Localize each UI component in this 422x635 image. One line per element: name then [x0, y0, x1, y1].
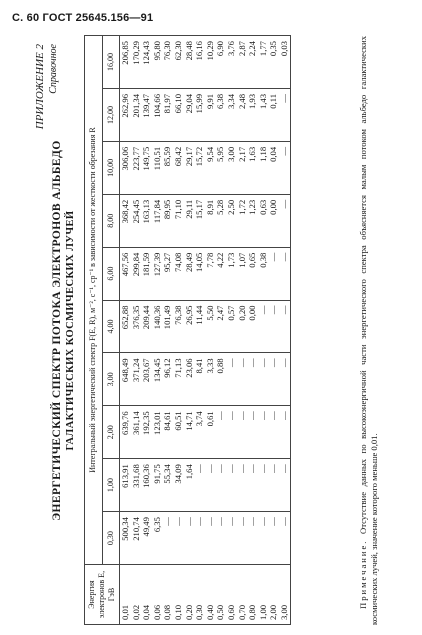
flux-value-cell: 29,17	[184, 141, 195, 194]
flux-value-cell: 15,17	[194, 194, 205, 247]
flux-value-cell: 3,76	[226, 36, 237, 89]
flux-value-cell: —	[215, 406, 226, 459]
flux-value-cell: 639,76	[120, 406, 131, 459]
flux-value-cell: 84,61	[162, 406, 173, 459]
flux-value-cell: 71,10	[173, 194, 184, 247]
flux-value-cell: 1,18	[258, 141, 269, 194]
flux-value-cell: 613,91	[120, 459, 131, 512]
flux-value-cell: 2,17	[237, 141, 248, 194]
flux-value-cell: —	[279, 88, 290, 141]
flux-value-cell: 8,91	[205, 194, 216, 247]
flux-value-cell: 5,28	[215, 194, 226, 247]
flux-value-cell: 371,24	[131, 353, 142, 406]
flux-value-cell: —	[268, 406, 279, 459]
flux-value-cell: —	[268, 300, 279, 353]
flux-value-cell: 74,08	[173, 247, 184, 300]
flux-value-cell: —	[279, 512, 290, 565]
flux-value-cell: 181,59	[141, 247, 152, 300]
flux-value-cell: 0,20	[237, 300, 248, 353]
flux-value-cell: 28,49	[184, 247, 195, 300]
footnote-lead: Примечание.	[358, 539, 368, 609]
flux-value-cell: 1,73	[226, 247, 237, 300]
flux-value-cell: 76,38	[173, 300, 184, 353]
table-row	[120, 36, 131, 625]
flux-value-cell: 124,43	[141, 36, 152, 89]
flux-value-cell: —	[268, 459, 279, 512]
flux-value-cell: —	[194, 459, 205, 512]
energy-cell: 0,04	[141, 565, 152, 625]
rigidity-header-cell: 4,00	[102, 300, 120, 353]
table-row	[279, 36, 290, 625]
flux-value-cell: 7,78	[205, 247, 216, 300]
title-line-1: ЭНЕРГЕТИЧЕСКИЙ СПЕКТР ПОТОКА ЭЛЕКТРОНОВ АЛЬБЕДО	[51, 140, 63, 521]
table-row	[258, 36, 269, 625]
flux-value-cell: —	[226, 406, 237, 459]
table-row	[131, 36, 142, 625]
table-row	[141, 36, 152, 625]
flux-value-cell: 1,63	[247, 141, 258, 194]
flux-value-cell: 0,35	[268, 36, 279, 89]
flux-value-cell: 163,13	[141, 194, 152, 247]
flux-value-cell: 0,61	[205, 406, 216, 459]
flux-value-cell: 71,13	[173, 353, 184, 406]
rigidity-header-cell: 16,00	[102, 36, 120, 89]
energy-cell: 0,80	[247, 565, 258, 625]
flux-value-cell: —	[247, 353, 258, 406]
table-row	[268, 36, 279, 625]
flux-value-cell: —	[237, 353, 248, 406]
rigidity-header-row	[102, 36, 120, 625]
flux-value-cell: 29,04	[184, 88, 195, 141]
flux-value-cell: 29,11	[184, 194, 195, 247]
flux-value-cell: —	[237, 406, 248, 459]
flux-value-cell: 652,88	[120, 300, 131, 353]
energy-cell: 3,00	[279, 565, 290, 625]
flux-value-cell: 0,03	[279, 36, 290, 89]
energy-cell: 0,50	[215, 565, 226, 625]
flux-value-cell: 85,59	[162, 141, 173, 194]
flux-value-cell: 81,97	[162, 88, 173, 141]
flux-value-cell: 2,47	[215, 300, 226, 353]
flux-value-cell: 68,42	[173, 141, 184, 194]
flux-value-cell: —	[237, 512, 248, 565]
flux-value-cell: 95,80	[152, 36, 163, 89]
energy-column-header: Энергия электронов E, ГэВ	[85, 565, 120, 625]
flux-value-cell: 34,09	[173, 459, 184, 512]
energy-cell: 0,30	[194, 565, 205, 625]
flux-value-cell: 203,67	[141, 353, 152, 406]
flux-value-cell: 0,11	[268, 88, 279, 141]
flux-value-cell: 60,51	[173, 406, 184, 459]
flux-value-cell: 6,38	[215, 88, 226, 141]
flux-value-cell: 15,72	[194, 141, 205, 194]
flux-value-cell: 1,77	[258, 36, 269, 89]
energy-cell: 0,40	[205, 565, 216, 625]
flux-value-cell: —	[268, 512, 279, 565]
table-row	[205, 36, 216, 625]
flux-value-cell: 23,06	[184, 353, 195, 406]
table-row	[215, 36, 226, 625]
flux-value-cell: 2,24	[247, 36, 258, 89]
flux-value-cell: —	[194, 512, 205, 565]
rigidity-header-cell: 3,00	[102, 353, 120, 406]
flux-value-cell: —	[268, 247, 279, 300]
flux-value-cell: 2,87	[237, 36, 248, 89]
flux-value-cell: 3,00	[226, 141, 237, 194]
energy-cell: 0,20	[184, 565, 195, 625]
flux-value-cell: 127,39	[152, 247, 163, 300]
energy-cell: 0,70	[237, 565, 248, 625]
flux-column-header: Интегральный энергетический спектр F(E, R), м⁻², с⁻¹, ср⁻¹ в зависимости от жесткости обрезания R	[85, 36, 103, 565]
flux-value-cell: 149,75	[141, 141, 152, 194]
flux-value-cell: 1,64	[184, 459, 195, 512]
table-row	[173, 36, 184, 625]
flux-value-cell: —	[279, 406, 290, 459]
flux-value-cell: —	[268, 353, 279, 406]
flux-value-cell: 16,16	[194, 36, 205, 89]
flux-value-cell: 2,48	[237, 88, 248, 141]
flux-value-cell: 0,04	[268, 141, 279, 194]
flux-value-cell: —	[247, 459, 258, 512]
page-header: С. 60 ГОСТ 25645.156—91	[12, 12, 154, 24]
flux-value-cell: 160,36	[141, 459, 152, 512]
flux-value-cell: —	[205, 459, 216, 512]
flux-value-cell: 89,95	[162, 194, 173, 247]
flux-value-cell: 134,45	[152, 353, 163, 406]
flux-value-cell: 9,91	[205, 88, 216, 141]
flux-value-cell: 117,84	[152, 194, 163, 247]
flux-value-cell: —	[205, 512, 216, 565]
document-title	[50, 36, 78, 625]
flux-value-cell: 262,96	[120, 88, 131, 141]
flux-value-cell: 76,30	[162, 36, 173, 89]
flux-value-cell: 0,88	[215, 353, 226, 406]
energy-cell: 0,01	[120, 565, 131, 625]
flux-value-cell: 6,35	[152, 512, 163, 565]
flux-value-cell: 14,71	[184, 406, 195, 459]
flux-value-cell: —	[279, 141, 290, 194]
table-row	[247, 36, 258, 625]
flux-value-cell: —	[258, 459, 269, 512]
energy-cell: 0,08	[162, 565, 173, 625]
flux-value-cell: —	[258, 406, 269, 459]
spectrum-table	[84, 35, 291, 625]
rigidity-header-cell: 2,00	[102, 406, 120, 459]
flux-value-cell: 1,93	[247, 88, 258, 141]
flux-value-cell: 0,57	[226, 300, 237, 353]
flux-value-cell: 299,84	[131, 247, 142, 300]
flux-value-cell: 139,47	[141, 88, 152, 141]
flux-value-cell: —	[226, 353, 237, 406]
flux-value-cell: 62,30	[173, 36, 184, 89]
appendix-title: ПРИЛОЖЕНИЕ 2	[34, 44, 46, 130]
flux-value-cell: 500,34	[120, 512, 131, 565]
flux-value-cell: 170,29	[131, 36, 142, 89]
flux-value-cell: 5,95	[215, 141, 226, 194]
title-line-2: ГАЛАКТИЧЕСКИХ КОСМИЧЕСКИХ ЛУЧЕЙ	[65, 210, 76, 451]
flux-value-cell: —	[258, 353, 269, 406]
flux-value-cell: —	[226, 512, 237, 565]
flux-value-cell: 3,33	[205, 353, 216, 406]
table-row	[226, 36, 237, 625]
flux-value-cell: —	[279, 459, 290, 512]
flux-value-cell: 9,54	[205, 141, 216, 194]
flux-value-cell: 55,34	[162, 459, 173, 512]
rigidity-header-cell: 10,00	[102, 141, 120, 194]
flux-value-cell: 10,29	[205, 36, 216, 89]
flux-value-cell: 4,22	[215, 247, 226, 300]
flux-value-cell: 209,44	[141, 300, 152, 353]
energy-cell: 0,10	[173, 565, 184, 625]
energy-cell: 0,02	[131, 565, 142, 625]
flux-value-cell: 91,75	[152, 459, 163, 512]
flux-value-cell: 467,56	[120, 247, 131, 300]
flux-value-cell: 0,65	[247, 247, 258, 300]
flux-value-cell: 1,23	[247, 194, 258, 247]
energy-cell: 0,60	[226, 565, 237, 625]
flux-value-cell: 376,35	[131, 300, 142, 353]
flux-value-cell: 223,77	[131, 141, 142, 194]
flux-value-cell: 331,68	[131, 459, 142, 512]
flux-value-cell: —	[237, 459, 248, 512]
flux-value-cell: —	[279, 247, 290, 300]
flux-value-cell: 5,50	[205, 300, 216, 353]
flux-value-cell: 1,43	[258, 88, 269, 141]
flux-value-cell: 1,72	[237, 194, 248, 247]
flux-value-cell: —	[279, 194, 290, 247]
flux-value-cell: 254,45	[131, 194, 142, 247]
flux-value-cell: 206,85	[120, 36, 131, 89]
flux-value-cell: 123,01	[152, 406, 163, 459]
flux-value-cell: —	[215, 459, 226, 512]
flux-value-cell: 95,27	[162, 247, 173, 300]
flux-value-cell: 104,66	[152, 88, 163, 141]
flux-value-cell: 14,05	[194, 247, 205, 300]
rigidity-header-cell: 1,00	[102, 459, 120, 512]
energy-cell: 1,00	[258, 565, 269, 625]
flux-value-cell: 6,90	[215, 36, 226, 89]
flux-value-cell: 140,36	[152, 300, 163, 353]
flux-value-cell: —	[215, 512, 226, 565]
rigidity-header-cell: 8,00	[102, 194, 120, 247]
flux-value-cell: —	[173, 512, 184, 565]
appendix-subtitle: Справочное	[48, 44, 59, 94]
flux-value-cell: 306,06	[120, 141, 131, 194]
flux-value-cell: 2,50	[226, 194, 237, 247]
flux-value-cell: 648,49	[120, 353, 131, 406]
flux-value-cell: 96,12	[162, 353, 173, 406]
flux-value-cell: 0,00	[247, 300, 258, 353]
energy-cell: 2,00	[268, 565, 279, 625]
rigidity-header-cell: 12,00	[102, 88, 120, 141]
flux-value-cell: —	[162, 512, 173, 565]
flux-value-cell: 110,51	[152, 141, 163, 194]
table-body	[120, 36, 291, 625]
flux-value-cell: 15,99	[194, 88, 205, 141]
flux-value-cell: —	[226, 459, 237, 512]
table-row	[237, 36, 248, 625]
rigidity-header-cell: 0,30	[102, 512, 120, 565]
flux-value-cell: —	[279, 300, 290, 353]
table-row	[162, 36, 173, 625]
table-row	[194, 36, 205, 625]
flux-value-cell: 192,35	[141, 406, 152, 459]
flux-value-cell: —	[247, 512, 258, 565]
flux-value-cell: 201,34	[131, 88, 142, 141]
footnote-text: Отсутствие данных по высокоэнергичной части энергетического спектра объясняется малым потоком альбедо галактических космических лучей, значение которого меньше 0,01.	[358, 36, 379, 625]
flux-value-cell: —	[247, 406, 258, 459]
flux-value-cell: 0,63	[258, 194, 269, 247]
footnote	[358, 36, 380, 625]
flux-value-cell: 28,48	[184, 36, 195, 89]
rotated-page-content	[28, 36, 408, 625]
flux-value-cell: 368,42	[120, 194, 131, 247]
flux-value-cell: 11,44	[194, 300, 205, 353]
flux-value-cell: 3,34	[226, 88, 237, 141]
flux-value-cell: 210,74	[131, 512, 142, 565]
flux-value-cell: 101,49	[162, 300, 173, 353]
flux-value-cell: —	[258, 300, 269, 353]
flux-value-cell: 0,38	[258, 247, 269, 300]
flux-value-cell: —	[184, 512, 195, 565]
flux-value-cell: 1,07	[237, 247, 248, 300]
flux-value-cell: 0,00	[268, 194, 279, 247]
flux-value-cell: 26,95	[184, 300, 195, 353]
rigidity-header-cell: 6,00	[102, 247, 120, 300]
flux-value-cell: 66,10	[173, 88, 184, 141]
flux-value-cell: —	[279, 353, 290, 406]
table-header-row	[85, 36, 103, 625]
flux-value-cell: 49,49	[141, 512, 152, 565]
table-row	[184, 36, 195, 625]
energy-cell: 0,06	[152, 565, 163, 625]
flux-value-cell: 3,74	[194, 406, 205, 459]
flux-value-cell: 8,41	[194, 353, 205, 406]
flux-value-cell: —	[258, 512, 269, 565]
flux-value-cell: 361,14	[131, 406, 142, 459]
table-row	[152, 36, 163, 625]
